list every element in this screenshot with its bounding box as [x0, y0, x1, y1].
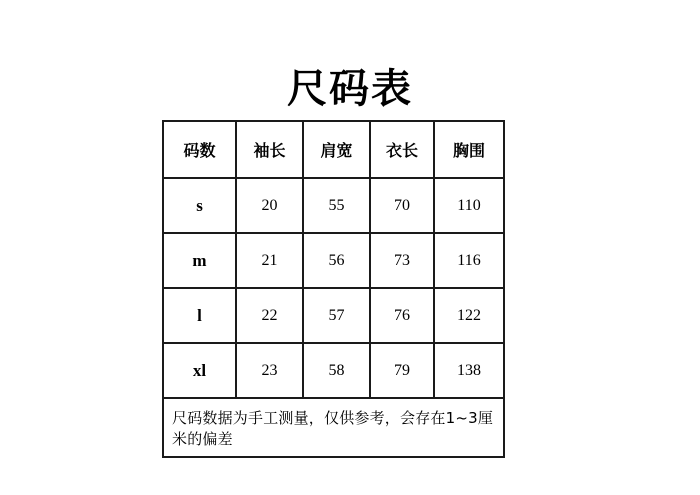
page-title: 尺码表 — [287, 66, 413, 112]
chest-value: 110 — [434, 178, 504, 233]
table-row-s — [163, 178, 504, 233]
column-header-shoulder: 肩宽 — [303, 121, 370, 178]
column-header-chest: 胸围 — [434, 121, 504, 178]
shoulder-value: 58 — [303, 343, 370, 398]
length-value: 70 — [370, 178, 434, 233]
shoulder-value: 57 — [303, 288, 370, 343]
table-row-l — [163, 288, 504, 343]
shoulder-value: 56 — [303, 233, 370, 288]
measurement-disclaimer: 尺码数据为手工测量，仅供参考，会存在1~3厘米的偏差 — [163, 398, 504, 457]
sleeve-value: 21 — [236, 233, 303, 288]
sleeve-value: 22 — [236, 288, 303, 343]
sleeve-value: 20 — [236, 178, 303, 233]
table-row-xl — [163, 343, 504, 398]
header-row — [163, 121, 504, 178]
chest-value: 122 — [434, 288, 504, 343]
size-label: s — [163, 178, 236, 233]
chest-value: 138 — [434, 343, 504, 398]
length-value: 76 — [370, 288, 434, 343]
shoulder-value: 55 — [303, 178, 370, 233]
length-value: 73 — [370, 233, 434, 288]
size-label: l — [163, 288, 236, 343]
column-header-size: 码数 — [163, 121, 236, 178]
note-row — [163, 398, 504, 457]
sleeve-value: 23 — [236, 343, 303, 398]
size-chart-table — [162, 120, 505, 458]
size-label: xl — [163, 343, 236, 398]
size-label: m — [163, 233, 236, 288]
column-header-length: 衣长 — [370, 121, 434, 178]
column-header-sleeve: 袖长 — [236, 121, 303, 178]
table-row-m — [163, 233, 504, 288]
length-value: 79 — [370, 343, 434, 398]
chest-value: 116 — [434, 233, 504, 288]
